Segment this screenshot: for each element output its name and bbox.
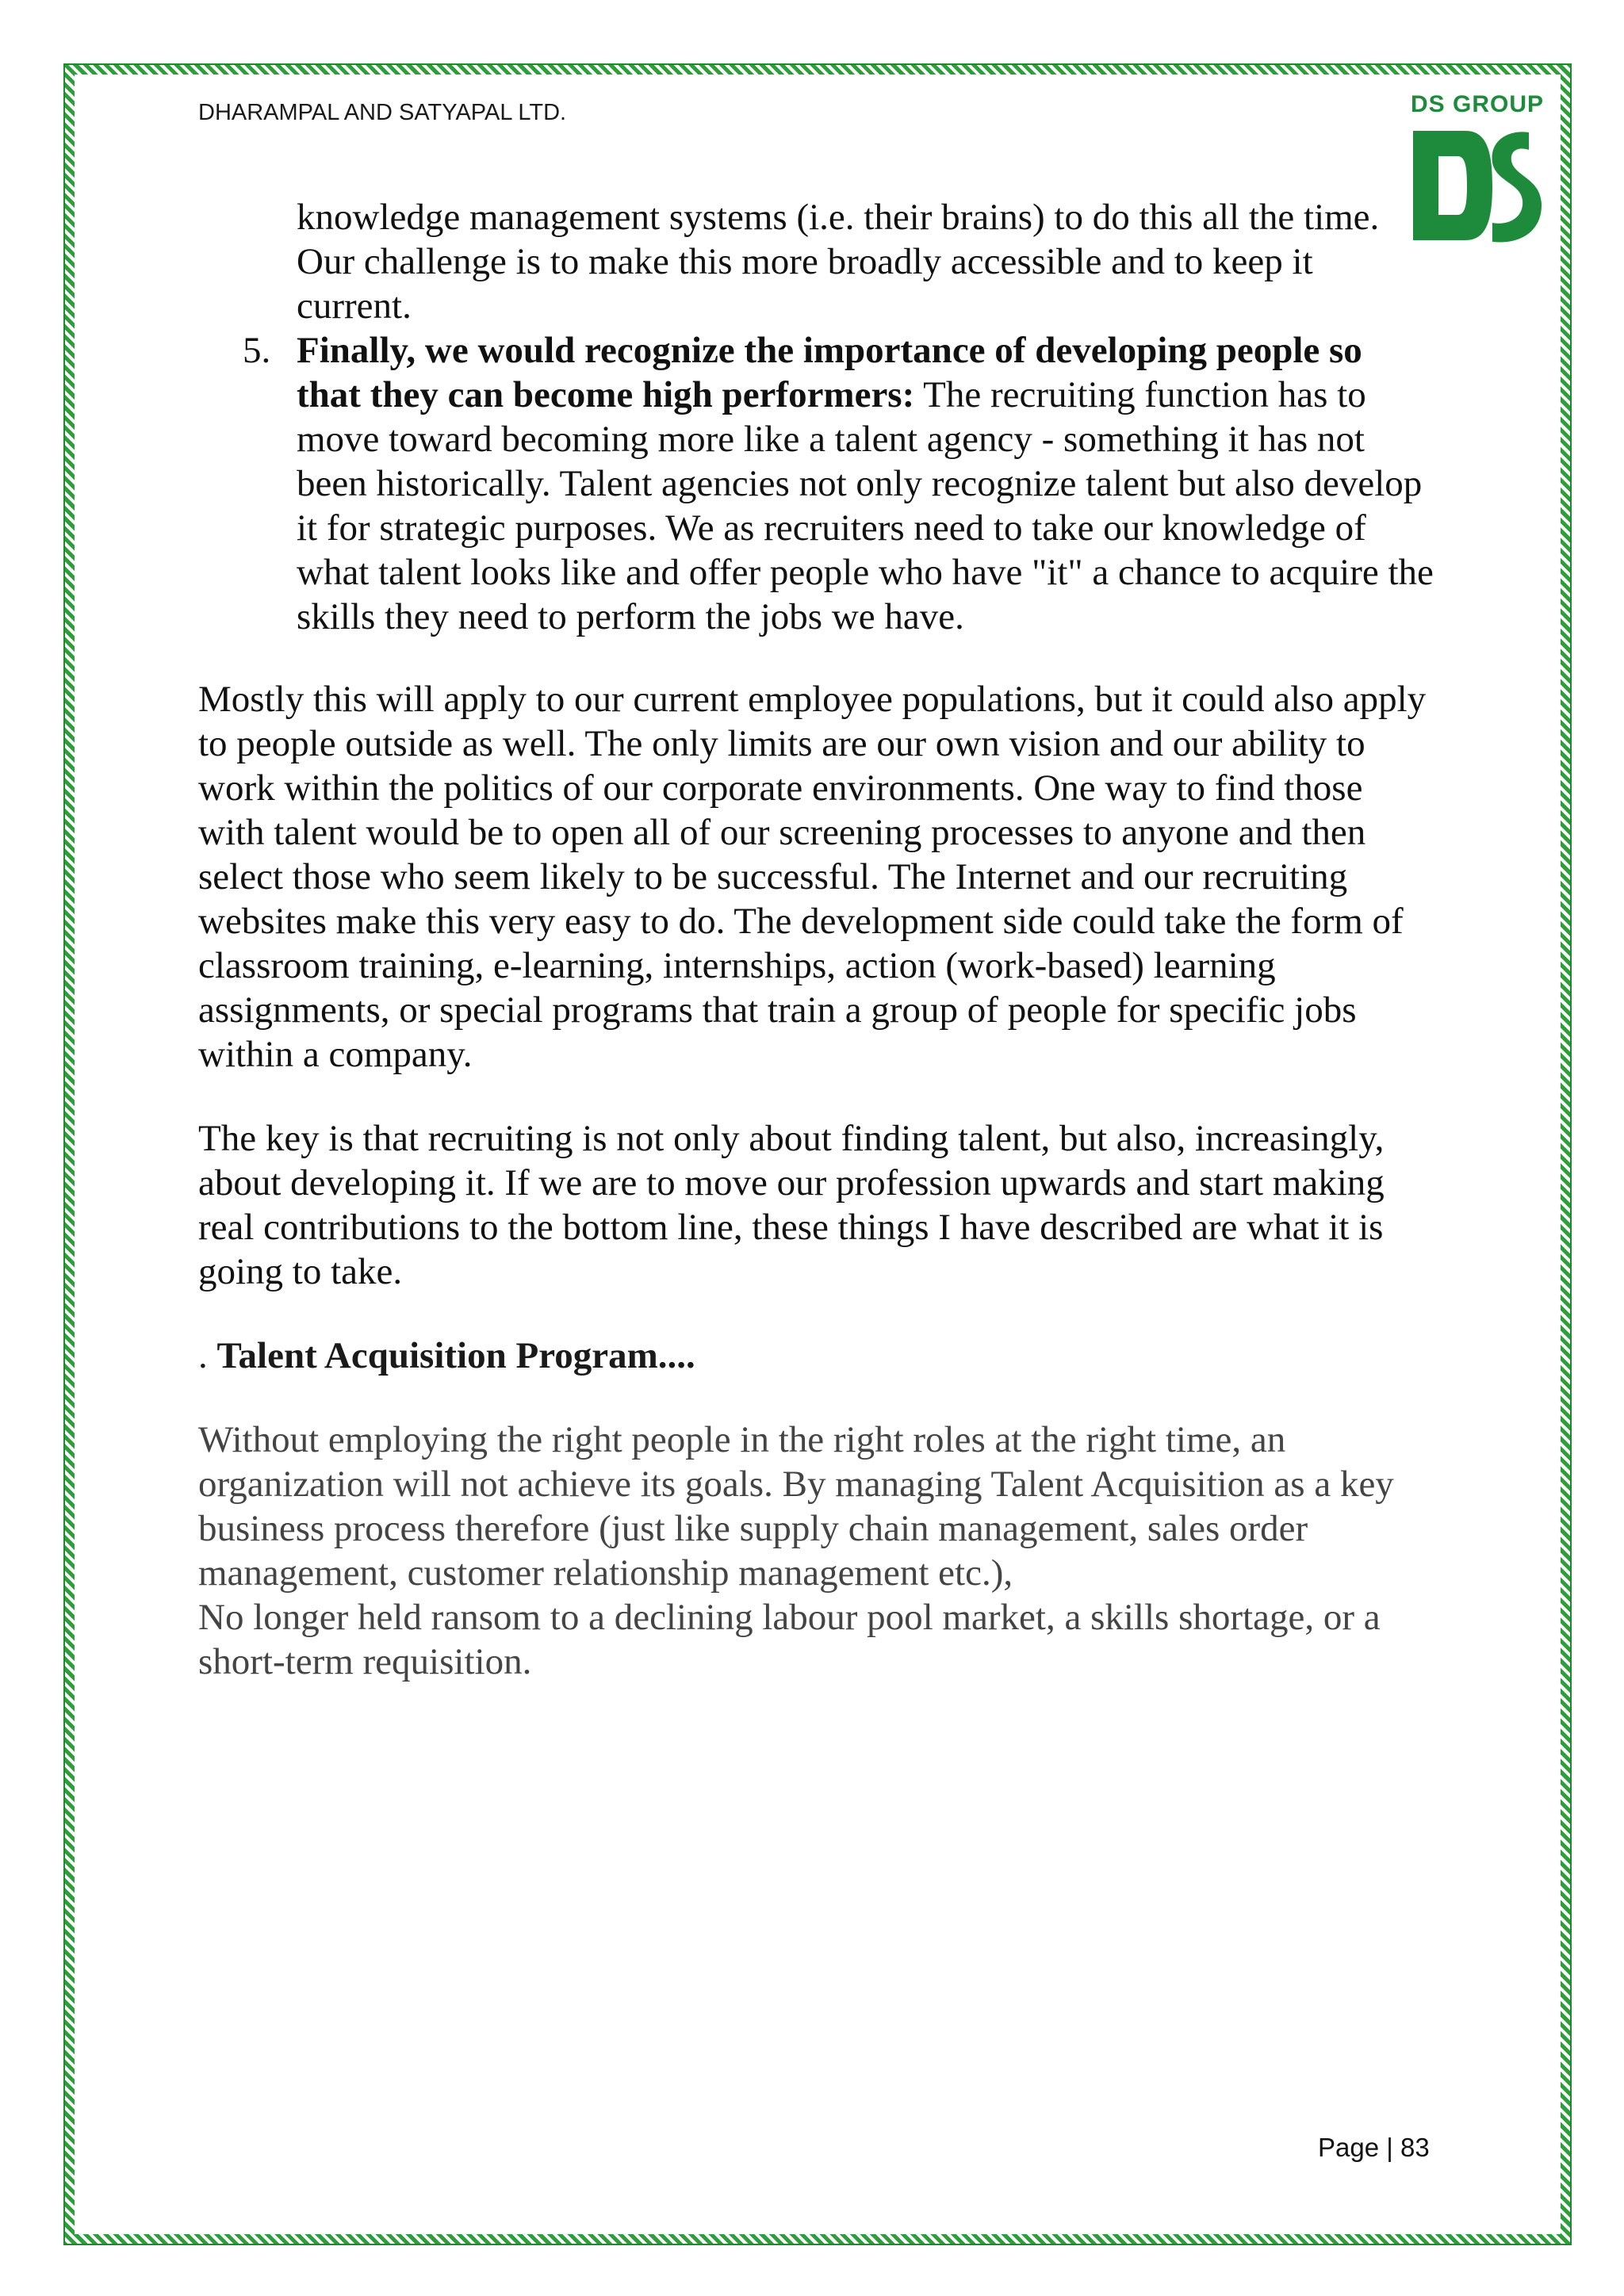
paragraph-key-recruiting: The key is that recruiting is not only about finding talent, but also, increasingly, about developing it. If we are to move our profession upwards and start making real contributions to the bottom line, these things I have described are what it is going to take. <box>198 1118 1385 1292</box>
list-item-text <box>297 328 1435 639</box>
heading-text: Talent Acquisition Program.... <box>216 1335 695 1376</box>
list-number: 5. <box>243 330 271 371</box>
paragraph-talent-acquisition: Without employing the right people in the right roles at the right time, an organization will not achieve its goals. By managing Talent Acquisition as a key business process therefore (just like supply chain management, sales order management, customer relationship management etc.), <box>198 1419 1394 1594</box>
paragraph-employee-populations: Mostly this will apply to our current employee populations, but it could also apply to people outside as well. The only limits are our own vision and our ability to work within the politics of our corporate environments. One way to find those with talent would be to open all of our screening processes to anyone and then select those who seem likely to be successful. The Internet and our recruiting websites make this very easy to do. The development side could take the form of classroom training, e-learning, internships, action (work-based) learning assignments, or special programs that train a group of people for specific jobs within a company. <box>198 679 1427 1075</box>
section-heading <box>198 1334 1435 1378</box>
heading-bullet: . <box>198 1335 217 1376</box>
list-item-body: The recruiting function has to move toward becoming more like a talent agency - something it has not been historically. Talent agencies not only recognize talent but also develop it for strategic purposes. We as recruiters need to take our knowledge of what talent looks like and offer people who have "it" a chance to acquire the skills they need to perform the jobs we have. <box>297 374 1434 637</box>
list-continuation: knowledge management systems (i.e. their brains) to do this all the time. Our challenge is to make this more broadly accessible and to keep it current. <box>297 197 1380 327</box>
paragraph-labour-pool: No longer held ransom to a declining labour pool market, a skills shortage, or a short-term requisition. <box>198 1597 1381 1682</box>
document-body <box>198 195 1435 1684</box>
page-number: Page | 83 <box>1318 2133 1430 2162</box>
logo-text: DS GROUP <box>1410 91 1545 117</box>
list-item-5 <box>243 328 1435 639</box>
header-company-name: DHARAMPAL AND SATYAPAL LTD. <box>198 100 567 125</box>
list-item-bold-lead: Finally, we would recognize the importance of developing people so that they can become high performers: <box>297 330 1362 415</box>
